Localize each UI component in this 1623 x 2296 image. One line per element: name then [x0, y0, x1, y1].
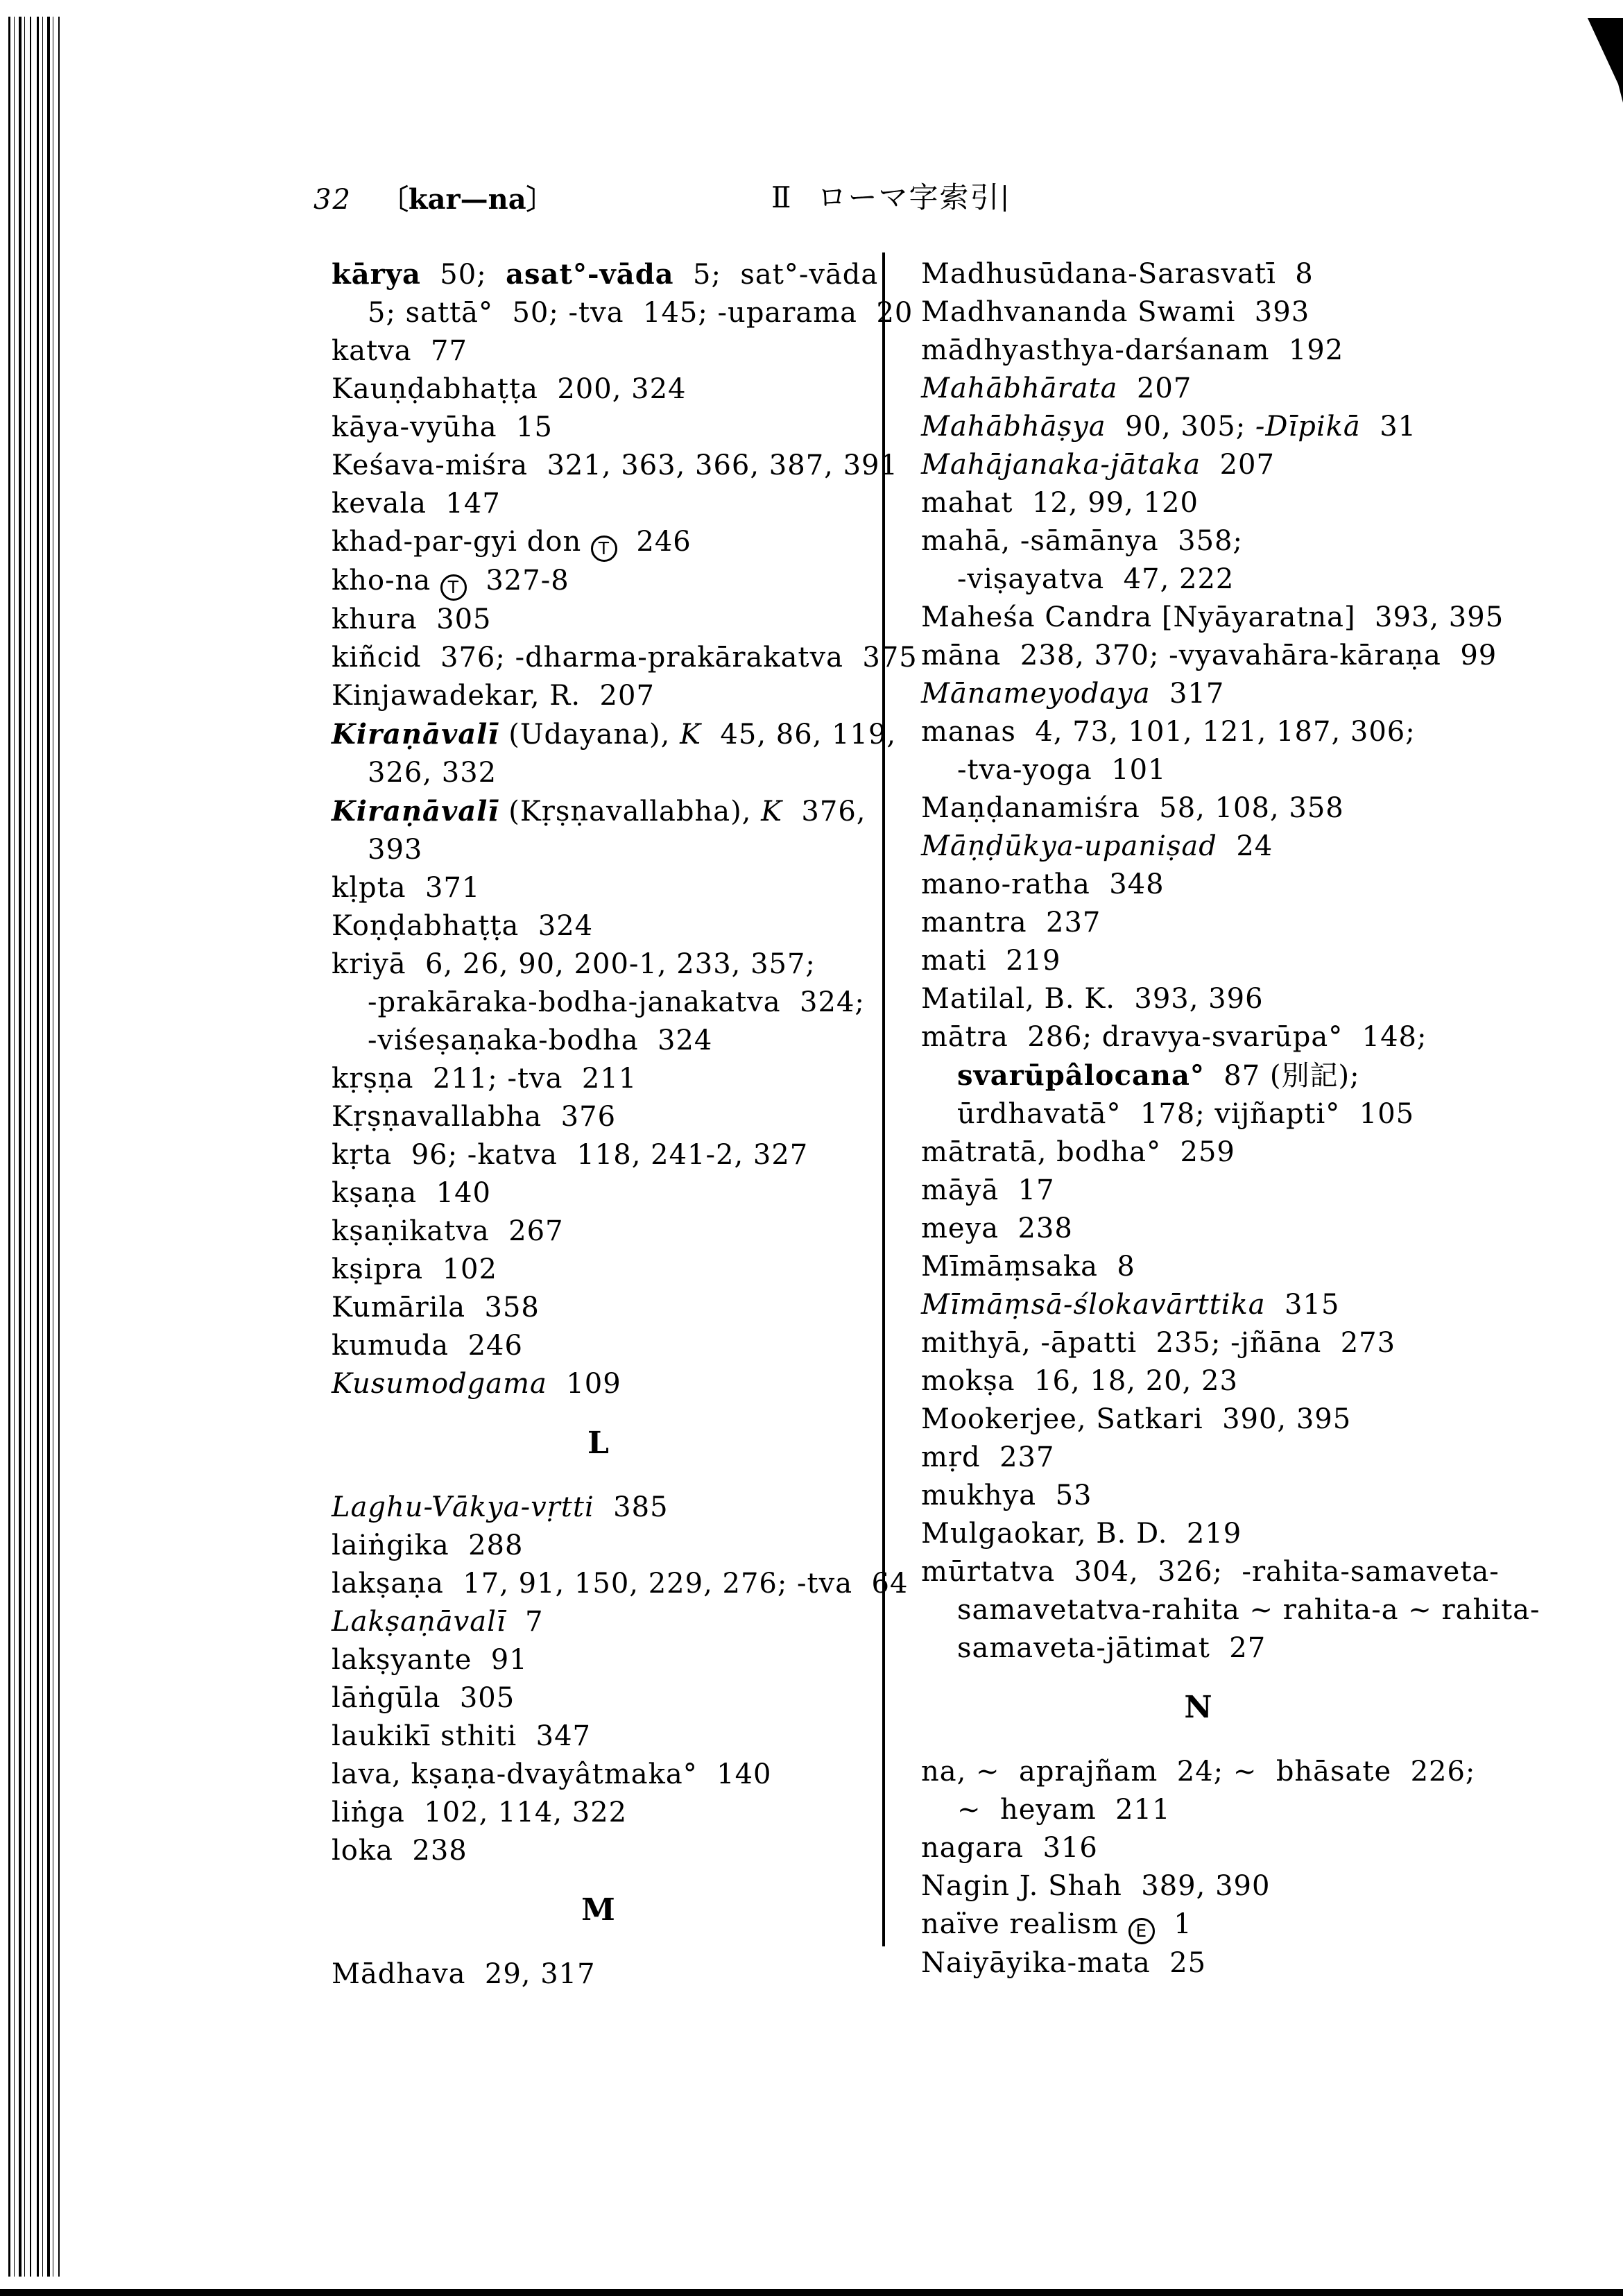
index-entry-line: [921, 1400, 1476, 1439]
entry-text: Naiyāyika-mata 25: [921, 1947, 1207, 1979]
entry-text: Koṇḍabhaṭṭa 324: [332, 910, 594, 942]
entry-text: Mīmāṃsaka 8: [921, 1251, 1135, 1283]
entry-text: mūrtatva 304, 326; -rahita-samaveta-: [921, 1556, 1500, 1588]
entry-text: 317: [1150, 678, 1225, 710]
index-entry-line: [332, 1251, 866, 1289]
scan-artifact-binding-stripes: [8, 17, 65, 2277]
index-entry-line: [921, 675, 1476, 713]
entry-text: māyā 17: [921, 1174, 1055, 1206]
entry-text: Kusumodgama: [332, 1368, 547, 1400]
entry-text: Maṇḍanamiśra 58, 108, 358: [921, 792, 1344, 824]
entry-text: laiṅgika 288: [332, 1530, 524, 1561]
entry-text: L: [587, 1425, 610, 1461]
entry-text: ūrdhavatā° 178; vijñapti° 105: [957, 1098, 1415, 1130]
index-entry-line: [332, 1289, 866, 1327]
entry-text: kṣaṇa 140: [332, 1177, 491, 1209]
entry-text: 5; sattā° 50; -tva 145; -uparama 20: [368, 297, 913, 329]
entry-text: mahat 12, 99, 120: [921, 487, 1199, 519]
index-entry-line: [332, 639, 918, 677]
entry-text: Lakṣaṇāvalī: [332, 1606, 506, 1638]
entry-text: -prakāraka-bodha-janakatva 324;: [368, 986, 865, 1018]
index-entry-line: [921, 713, 1476, 751]
entry-text: samavetatva-rahita ~ rahita-a ~ rahita-: [957, 1594, 1540, 1626]
index-entry-line: [332, 754, 866, 792]
entry-text: 87 (別記);: [1204, 1060, 1360, 1092]
entry-text: liṅga 102, 114, 322: [332, 1797, 628, 1828]
entry-text: samaveta-jātimat 27: [957, 1632, 1266, 1664]
index-entry-line: [921, 980, 1476, 1018]
index-entry-line: [921, 1867, 1476, 1905]
index-entry-line: [921, 1018, 1476, 1056]
index-entry-line: [921, 332, 1476, 370]
index-entry-line: [332, 984, 866, 1022]
entry-text: M: [581, 1892, 616, 1928]
entry-text: kṣaṇikatva 267: [332, 1215, 564, 1247]
entry-text: Kiraṇāvalī: [332, 718, 499, 751]
entry-text: N: [1184, 1690, 1213, 1725]
entry-text: Mānameyodaya: [921, 678, 1151, 710]
circled-E-icon: E: [1128, 1918, 1155, 1944]
entry-text: mano-ratha 348: [921, 868, 1165, 900]
index-entry-line: [332, 1022, 866, 1060]
entry-text: Māṇḍūkya-upaniṣad: [921, 830, 1217, 862]
page-number: 32: [314, 184, 352, 216]
entry-text: K: [680, 719, 701, 751]
entry-text: lakṣyante 91: [332, 1644, 528, 1676]
entry-text: lakṣaṇa 17, 91, 150, 229, 276; -tva 64: [332, 1568, 909, 1600]
entry-range: 〔kar—na〕: [380, 183, 554, 216]
entry-text: kiñcid 376; -dharma-prakārakatva 375: [332, 642, 918, 674]
index-entry-line: [921, 1362, 1476, 1400]
index-entry-line: [921, 1829, 1476, 1867]
entry-text: 246: [617, 526, 692, 558]
index-entry-line: [921, 446, 1476, 484]
entry-text: mithyā, -āpatti 235; -jñāna 273: [921, 1327, 1396, 1359]
entry-text: K: [761, 796, 782, 828]
running-header-right: [771, 175, 1006, 216]
entry-text: Mookerjee, Satkari 390, 395: [921, 1403, 1352, 1435]
index-entry-line: [921, 1439, 1476, 1477]
header-rule: [1004, 185, 1006, 212]
index-entry-line: [921, 1210, 1476, 1248]
index-entry-line: [332, 831, 866, 869]
entry-text: 45, 86, 119,: [701, 719, 897, 751]
index-entry-line: [332, 1213, 866, 1251]
index-entry-line: [921, 560, 1476, 599]
entry-text: mṛd 237: [921, 1441, 1055, 1473]
index-entry-line: [921, 408, 1476, 446]
index-entry-line: [921, 599, 1504, 637]
entry-text: mādhyasthya-darśanam 192: [921, 334, 1344, 366]
index-entry-line: [921, 637, 1497, 675]
index-entry-line: [921, 1172, 1476, 1210]
entry-text: Mahābhārata: [921, 372, 1118, 404]
index-entry-line: [921, 1629, 1476, 1668]
entry-text: nagara 316: [921, 1832, 1098, 1864]
index-entry-line: [332, 1365, 866, 1403]
entry-text: laukikī sthiti 347: [332, 1720, 591, 1752]
entry-text: kḷpta 371: [332, 872, 481, 904]
entry-text: svarūpâlocana°: [957, 1059, 1205, 1092]
entry-text: mahā, -sāmānya 358;: [921, 525, 1243, 557]
index-entry-line: [921, 751, 1476, 789]
entry-text: 207: [1201, 449, 1275, 481]
entry-text: loka 238: [332, 1835, 467, 1867]
index-entry-line: [332, 945, 866, 984]
section-letter: [332, 1891, 866, 1929]
index-entry-line: [332, 1717, 866, 1756]
entry-text: na, ~ aprajñam 24; ~ bhāsate 226;: [921, 1756, 1476, 1788]
entry-text: (Udayana),: [499, 719, 680, 751]
index-column-left: [332, 255, 918, 1994]
entry-text: 50;: [420, 259, 506, 291]
index-entry-line: [921, 1944, 1476, 1982]
entry-text: kevala 147: [332, 488, 501, 520]
entry-text: Madhusūdana-Sarasvatī 8: [921, 258, 1314, 290]
entry-text: 385: [594, 1491, 669, 1523]
index-entry-line: [921, 1477, 1476, 1515]
entry-text: meya 238: [921, 1213, 1073, 1244]
index-entry-line: [332, 677, 866, 715]
entry-text: Kumārila 358: [332, 1292, 540, 1323]
entry-text: Kauṇḍabhaṭṭa 200, 324: [332, 373, 687, 405]
entry-text: kho-na: [332, 565, 440, 597]
entry-text: kṛta 96; -katva 118, 241-2, 327: [332, 1139, 809, 1171]
index-entry-line: [921, 1286, 1476, 1324]
index-entry-line: [332, 370, 866, 409]
index-entry-line: [921, 255, 1476, 293]
index-entry-line: [921, 370, 1476, 408]
entry-text: mati 219: [921, 945, 1061, 977]
entry-text: Keśava-miśra 321, 363, 366, 387, 391: [332, 449, 898, 481]
entry-text: 376,: [782, 796, 866, 828]
circled-T-icon: T: [591, 536, 617, 562]
index-entry-line: [921, 904, 1476, 942]
index-entry-line: [332, 1489, 866, 1527]
index-entry-line: [332, 1060, 866, 1098]
entry-text: Mādhava 29, 317: [332, 1958, 596, 1990]
entry-text: kāya-vyūha 15: [332, 411, 553, 443]
entry-text: asat°-vāda: [506, 258, 674, 291]
index-entry-line: [921, 1515, 1476, 1553]
index-entry-line: [921, 789, 1476, 828]
entry-text: mukhya 53: [921, 1480, 1092, 1511]
index-entry-line: [332, 294, 913, 332]
index-entry-line: [332, 1327, 866, 1365]
index-entry-line: [921, 1248, 1476, 1286]
scan-artifact-bottom-bar: [0, 2289, 1623, 2296]
index-entry-line: [332, 409, 866, 447]
entry-text: -tva-yoga 101: [957, 754, 1167, 786]
entry-text: 1: [1154, 1908, 1192, 1940]
entry-text: 90, 305;: [1106, 411, 1255, 443]
index-entry-line: [332, 1832, 866, 1870]
index-entry-line: [921, 1133, 1476, 1172]
entry-text: Kinjawadekar, R. 207: [332, 680, 655, 712]
entry-text: kumuda 246: [332, 1330, 523, 1362]
entry-text: 24: [1217, 830, 1273, 862]
entry-text: Nagin J. Shah 389, 390: [921, 1870, 1271, 1902]
index-entry-line: [921, 1056, 1476, 1095]
entry-text: 5; sat°-vāda: [673, 259, 879, 291]
entry-text: Matilal, B. K. 393, 396: [921, 983, 1264, 1015]
entry-text: 315: [1265, 1289, 1340, 1321]
entry-text: Kiraṇāvalī: [332, 795, 499, 828]
entry-text: kārya: [332, 258, 421, 291]
index-entry-line: [332, 1641, 866, 1679]
index-entry-line: [332, 447, 898, 485]
index-entry-line: [921, 293, 1476, 332]
index-entry-line: [921, 1553, 1500, 1591]
entry-text: Mahājanaka-jātaka: [921, 449, 1201, 481]
index-entry-line: [332, 792, 866, 831]
entry-text: 326, 332: [368, 757, 497, 789]
entry-text: Mīmāṃsā-ślokavārttika: [921, 1289, 1266, 1321]
entry-text: Mahābhāṣya: [921, 411, 1106, 443]
index-entry-line: [332, 1679, 866, 1717]
index-entry-line: [332, 523, 866, 562]
entry-text: kṣipra 102: [332, 1253, 497, 1285]
index-entry-line: [332, 1794, 866, 1832]
index-entry-line: [921, 828, 1476, 866]
index-entry-line: [332, 1603, 866, 1641]
index-entry-line: [921, 1324, 1476, 1362]
scan-artifact-corner-blob: [1583, 18, 1623, 103]
entry-text: Madhvananda Swami 393: [921, 296, 1310, 328]
entry-text: kṛṣṇa 211; -tva 211: [332, 1063, 637, 1095]
entry-text: 327-8: [466, 565, 569, 597]
index-entry-line: [332, 1527, 866, 1565]
index-entry-line: [332, 869, 866, 907]
entry-text: lava, kṣaṇa-dvayâtmaka° 140: [332, 1758, 772, 1790]
index-column-right: [921, 255, 1540, 1982]
entry-text: naïve realism: [921, 1908, 1128, 1940]
index-entry-line: [332, 1136, 866, 1174]
column-divider-rule: [882, 252, 885, 1946]
index-entry-line: [332, 332, 866, 370]
entry-text: 109: [547, 1368, 621, 1400]
section-letter: [332, 1424, 866, 1462]
entry-text: mokṣa 16, 18, 20, 23: [921, 1365, 1238, 1397]
index-entry-line: [921, 866, 1476, 904]
index-entry-line: [332, 1756, 866, 1794]
entry-text: mātratā, bodha° 259: [921, 1136, 1235, 1168]
entry-text: mantra 237: [921, 907, 1101, 939]
index-entry-line: [332, 1565, 909, 1603]
entry-text: Mulgaokar, B. D. 219: [921, 1518, 1242, 1550]
entry-text: manas 4, 73, 101, 121, 187, 306;: [921, 716, 1416, 748]
entry-text: khura 305: [332, 603, 492, 635]
entry-text: 31: [1360, 411, 1417, 443]
index-entry-line: [332, 255, 879, 294]
section-letter: [921, 1688, 1476, 1727]
entry-text: Laghu-Vākya-vṛtti: [332, 1491, 594, 1523]
entry-text: katva 77: [332, 335, 467, 367]
entry-text: kriyā 6, 26, 90, 200-1, 233, 357;: [332, 948, 816, 980]
section-number: Ⅱ: [771, 180, 794, 214]
entry-text: lāṅgūla 305: [332, 1682, 515, 1714]
section-title: ローマ字索引: [817, 180, 1001, 214]
index-entry-line: [921, 1591, 1540, 1629]
entry-text: -viśeṣaṇaka-bodha 324: [368, 1025, 713, 1056]
entry-text: mātra 286; dravya-svarūpa° 148;: [921, 1021, 1427, 1053]
entry-text: -Dīpikā: [1255, 411, 1361, 443]
entry-text: māna 238, 370; -vyavahāra-kāraṇa 99: [921, 640, 1497, 671]
index-entry-line: [332, 1174, 866, 1213]
index-entry-line: [921, 1791, 1476, 1829]
index-entry-line: [332, 485, 866, 523]
index-entry-line: [921, 1095, 1476, 1133]
index-entry-line: [921, 484, 1476, 522]
entry-text: Kṛṣṇavallabha 376: [332, 1101, 617, 1133]
index-entry-line: [332, 715, 897, 754]
circled-T-icon: T: [440, 574, 467, 601]
index-entry-line: [921, 1905, 1476, 1944]
index-entry-line: [921, 1753, 1476, 1791]
index-entry-line: [921, 522, 1476, 560]
entry-text: -viṣayatva 47, 222: [957, 563, 1235, 595]
entry-text: 7: [506, 1606, 544, 1638]
index-entry-line: [332, 1098, 866, 1136]
entry-text: ~ heyam 211: [957, 1794, 1171, 1826]
entry-text: Maheśa Candra [Nyāyaratna] 393, 395: [921, 601, 1504, 633]
entry-text: 207: [1117, 372, 1192, 404]
index-entry-line: [921, 942, 1476, 980]
index-entry-line: [332, 1955, 866, 1994]
entry-text: khad-par-gyi don: [332, 526, 591, 558]
index-entry-line: [332, 562, 866, 601]
entry-text: 393: [368, 834, 423, 866]
index-entry-line: [332, 601, 866, 639]
entry-text: (Kṛṣṇavallabha),: [499, 796, 762, 828]
index-entry-line: [332, 907, 866, 945]
running-header-left: [314, 178, 554, 217]
